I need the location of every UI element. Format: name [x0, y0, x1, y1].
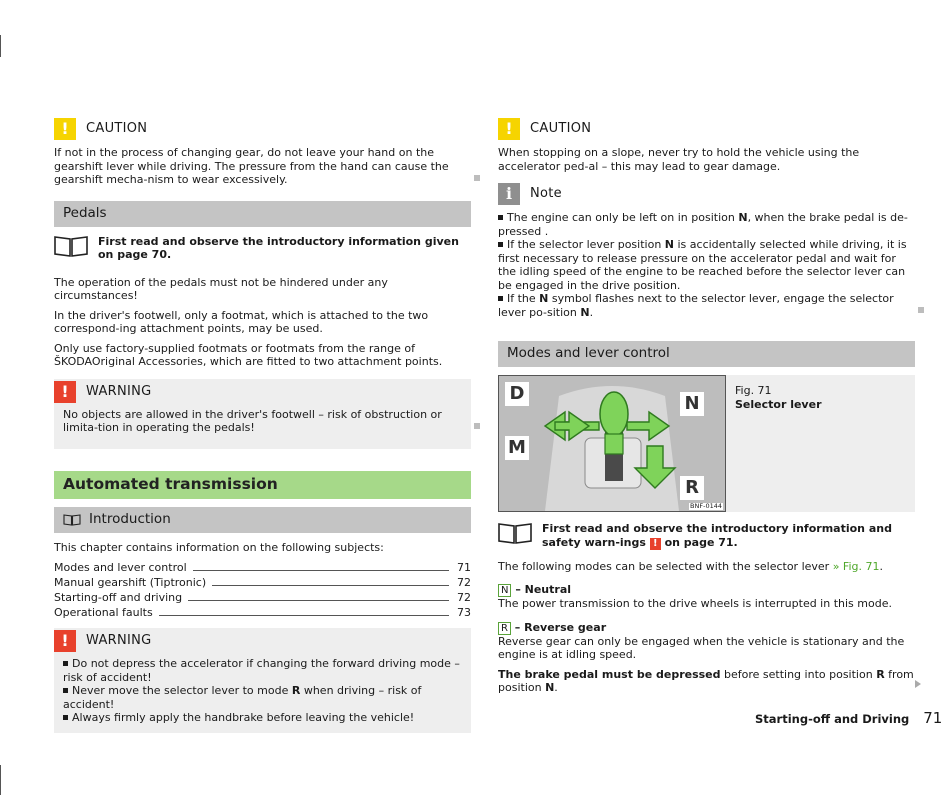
toc-page: 71 — [457, 560, 471, 574]
caution-title: CAUTION — [530, 121, 592, 137]
toc-row[interactable] — [54, 604, 471, 619]
warning-icon: ! — [650, 538, 661, 550]
crop-mark-bottom — [0, 765, 1, 795]
read-first-text: First read and observe the introductory information and safety warn-ings ! on page 71. — [542, 522, 892, 549]
book-icon — [498, 522, 532, 544]
read-first-text: First read and observe the introductory information given on page 70. — [98, 234, 459, 261]
label-m: M — [505, 436, 529, 460]
continue-arrow-icon — [915, 680, 921, 688]
warning-box — [54, 379, 471, 449]
warning-bullet: Always firmly apply the handbrake before leaving the vehicle! — [63, 711, 462, 725]
caution-title: CAUTION — [86, 121, 148, 137]
section-modes — [498, 341, 915, 367]
selector-lever-figure — [498, 375, 726, 512]
figure-caption — [726, 375, 915, 512]
chapter-heading — [54, 471, 471, 499]
section-pedals — [54, 201, 471, 227]
info-icon: i — [498, 183, 520, 205]
paragraph: The brake pedal must be depressed before setting into position R from position N. — [498, 668, 915, 695]
end-square-icon — [918, 307, 924, 313]
warning-title: WARNING — [86, 633, 152, 649]
toc-page: 73 — [457, 605, 471, 619]
figure-code: BNF-0144 — [690, 502, 722, 510]
caution-icon: ! — [54, 118, 76, 140]
warning-icon: ! — [54, 381, 76, 403]
toc-page: 72 — [457, 575, 471, 589]
label-n: N — [680, 392, 704, 416]
paragraph: In the driver's footwell, only a footmat, which is attached to the two correspond-ing attachment points, may be used. — [54, 308, 429, 335]
figure-link[interactable]: » Fig. 71 — [832, 559, 880, 573]
chapter-title: Automated transmission — [63, 474, 278, 493]
toc-row[interactable] — [54, 574, 471, 589]
read-first — [54, 235, 471, 262]
left-column — [54, 118, 471, 733]
page-footer — [755, 709, 943, 727]
crop-mark-top — [0, 35, 1, 57]
section-introduction — [54, 507, 471, 533]
note-bullet: If the N symbol flashes next to the selector lever, engage the selector lever po-sition N. — [498, 292, 894, 319]
mode-neutral: N – Neutral The power transmission to the drive wheels is interrupted in this mode. — [498, 583, 892, 610]
caution-text: When stopping on a slope, never try to hold the vehicle using the accelerator ped-al – this may lead to gear damage. — [498, 146, 860, 173]
intro-lead: This chapter contains information on the following subjects: — [54, 540, 384, 554]
label-d: D — [505, 382, 529, 406]
footer-title: Starting-off and Driving — [755, 712, 910, 726]
mode-key-n: N — [498, 584, 511, 597]
toc-label: Modes and lever control — [54, 560, 187, 574]
paragraph: Only use factory-supplied footmats or footmats from the range of ŠKODAOriginal Accessories, which are fitted to two attachment points. — [54, 341, 443, 368]
end-square-icon — [474, 423, 480, 429]
toc-list — [54, 559, 471, 619]
warning-title: WARNING — [86, 383, 152, 399]
figure-number: Fig. 71 — [735, 384, 772, 397]
note-bullet: The engine can only be left on in position N, when the brake pedal is de-pressed . — [498, 211, 908, 238]
mode-key-r: R — [498, 622, 511, 635]
figure-title: Selector lever — [735, 397, 822, 411]
toc-row[interactable] — [54, 589, 471, 604]
caution-text: If not in the process of changing gear, do not leave your hand on the gearshift lever while driving. The pressure from the hand can cause the gearshift mecha-nism to wear excessively. — [54, 146, 449, 186]
right-column — [498, 118, 915, 701]
note-body — [498, 211, 915, 319]
read-first — [498, 522, 915, 550]
note-bullet: If the selector lever position N is accidentally selected while driving, it is first necessary to release pressure on the accelerator pedal and wait for the idling speed of the engine to be reached before the selector lever can be engaged in the drive position. — [498, 238, 907, 292]
warning-box — [54, 628, 471, 733]
warning-text: No objects are allowed in the driver's footwell – risk of obstruction or limita-tion in operating the pedals! — [63, 407, 442, 434]
caution-block — [54, 118, 471, 187]
mode-reverse: R – Reverse gear Reverse gear can only be engaged when the vehicle is stationary and the engine is at idling speed. — [498, 620, 905, 661]
section-title: Introduction — [89, 510, 171, 527]
section-title: Modes and lever control — [507, 345, 670, 362]
toc-label: Manual gearshift (Tiptronic) — [54, 575, 207, 589]
warning-icon: ! — [54, 630, 76, 652]
toc-page: 72 — [457, 590, 471, 604]
end-square-icon — [474, 175, 480, 181]
toc-label: Starting-off and driving — [54, 590, 183, 604]
label-r: R — [680, 476, 704, 500]
caution-icon: ! — [498, 118, 520, 140]
warning-bullet: Never move the selector lever to mode R when driving – risk of accident! — [63, 684, 422, 711]
book-icon — [54, 235, 88, 257]
paragraph: The following modes can be selected with the selector lever » Fig. 71. — [498, 559, 883, 573]
book-icon — [63, 514, 81, 526]
warning-bullet: Do not depress the accelerator if changing the forward driving mode – risk of accident! — [63, 657, 460, 684]
page-number: 71 — [923, 709, 943, 727]
figure — [498, 375, 915, 512]
section-title: Pedals — [63, 204, 107, 221]
toc-label: Operational faults — [54, 605, 153, 619]
note-title: Note — [530, 186, 562, 202]
toc-row[interactable] — [54, 559, 471, 574]
paragraph: The operation of the pedals must not be hindered under any circumstances! — [54, 275, 388, 302]
